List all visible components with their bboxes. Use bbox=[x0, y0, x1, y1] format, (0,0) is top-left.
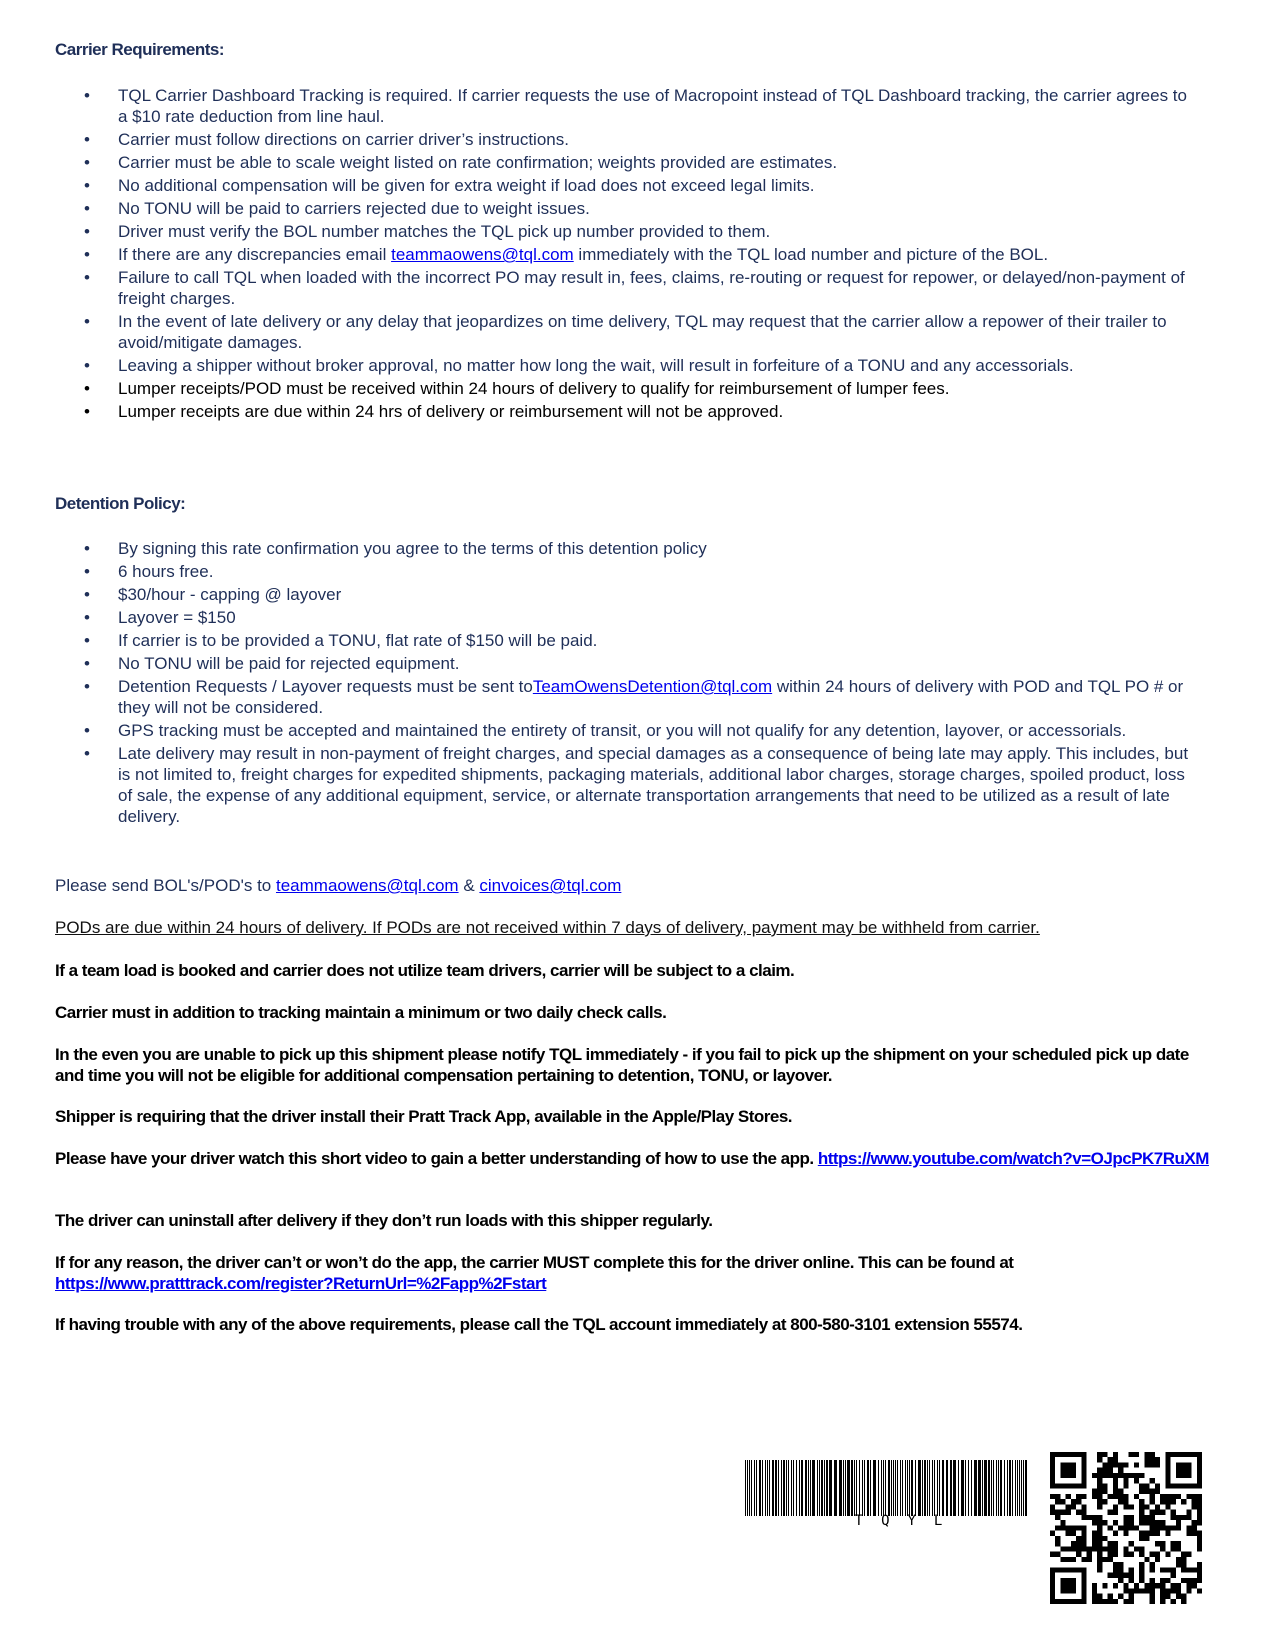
carrier-requirement-item: • No TONU will be paid to carriers rejected due to weight issues. bbox=[0, 198, 1190, 219]
uninstall-notice: The driver can uninstall after delivery if they don’t run loads with this shipper regularly. bbox=[55, 1211, 713, 1230]
detention-policy-item: • $30/hour - capping @ layover bbox=[0, 584, 1200, 605]
barcode-label: TQYL bbox=[854, 1513, 961, 1529]
online-registration-notice bbox=[55, 1252, 1215, 1294]
detention-policy-item bbox=[0, 676, 1200, 718]
detention-email-link[interactable]: TeamOwensDetention@tql.com bbox=[532, 677, 773, 696]
bol-pod-instructions bbox=[55, 876, 621, 896]
trouble-contact-notice: If having trouble with any of the above requirements, please call the TQL account immediately at 800-580-3101 extension 55574. bbox=[55, 1315, 1023, 1334]
pickup-notice: In the even you are unable to pick up this shipment please notify TQL immediately - if you fail to pick up the shipment on your scheduled pick up date and time you will not be eligible for additional compensation pertaining to detention, TONU, or layover. bbox=[55, 1045, 1189, 1085]
online-text: If for any reason, the driver can’t or won’t do the app, the carrier MUST complete this for the driver online. This can be found at bbox=[55, 1253, 1014, 1272]
carrier-requirement-item: • Carrier must be able to scale weight listed on rate confirmation; weights provided are estimates. bbox=[0, 152, 1190, 173]
detention-policy-item: • By signing this rate confirmation you agree to the terms of this detention policy bbox=[0, 538, 1200, 559]
item-text: immediately with the TQL load number and picture of the BOL. bbox=[573, 245, 1049, 264]
video-text: Please have your driver watch this short video to gain a better understanding of how to use the app. bbox=[55, 1149, 818, 1168]
detention-policy-heading: Detention Policy: bbox=[55, 494, 186, 513]
carrier-requirement-item: • Lumper receipts/POD must be received within 24 hours of delivery to qualify for reimbursement of lumper fees. bbox=[0, 378, 1190, 399]
carrier-requirement-item: • Lumper receipts are due within 24 hrs of delivery or reimbursement will not be approved. bbox=[0, 401, 1190, 422]
carrier-requirements-list bbox=[0, 85, 1190, 424]
carrier-requirement-item: • Leaving a shipper without broker approval, no matter how long the wait, will result in forfeiture of a TONU and any accessorials. bbox=[0, 355, 1190, 376]
teammaowens-email-link[interactable]: teammaowens@tql.com bbox=[275, 876, 459, 895]
item-text: within 24 hours of delivery with POD and TQL PO # or they will not be considered. bbox=[118, 677, 1184, 717]
carrier-requirement-item: • No additional compensation will be given for extra weight if load does not exceed legal limits. bbox=[0, 175, 1190, 196]
bol-text: Please send BOL's/POD's to bbox=[55, 876, 276, 895]
item-text: Detention Requests / Layover requests must be sent to bbox=[118, 677, 533, 696]
team-load-notice: If a team load is booked and carrier does not utilize team drivers, carrier will be subject to a claim. bbox=[55, 961, 795, 980]
detention-policy-list bbox=[0, 538, 1200, 829]
carrier-requirement-item: • Driver must verify the BOL number matches the TQL pick up number provided to them. bbox=[0, 221, 1190, 242]
detention-policy-item: • Layover = $150 bbox=[0, 607, 1200, 628]
carrier-requirement-item: • TQL Carrier Dashboard Tracking is required. If carrier requests the use of Macropoint instead of TQL Dashboard tracking, the carrier agrees to a $10 rate deduction from line haul. bbox=[0, 85, 1190, 127]
carrier-requirements-heading: Carrier Requirements: bbox=[55, 40, 225, 59]
detention-policy-item: • GPS tracking must be accepted and maintained the entirety of transit, or you will not qualify for any detention, layover, or accessorials. bbox=[0, 720, 1200, 741]
video-instructions bbox=[55, 1148, 1215, 1169]
carrier-requirement-item: • In the event of late delivery or any delay that jeopardizes on time delivery, TQL may request that the carrier allow a repower of their trailer to avoid/mitigate damages. bbox=[0, 311, 1190, 353]
detention-policy-item: • Late delivery may result in non-payment of freight charges, and special damages as a consequence of being late may apply. This includes, but is not limited to, freight charges for expedited shipments, packaging materials, additional labor charges, storage charges, spoiled product, loss of sale, the expense of any additional equipment, service, or alternate transportation arrangements that need to be utilized as a result of late delivery. bbox=[0, 743, 1200, 827]
carrier-requirement-item bbox=[0, 244, 1190, 265]
barcode bbox=[745, 1460, 1030, 1530]
detention-policy-item: • 6 hours free. bbox=[0, 561, 1200, 582]
pod-due-notice: PODs are due within 24 hours of delivery. If PODs are not received within 7 days of delivery, payment may be withheld from carrier. bbox=[55, 918, 1040, 937]
barcode-bars bbox=[745, 1460, 1030, 1516]
ampersand-text: & bbox=[458, 876, 480, 895]
qr-code-icon bbox=[1050, 1452, 1202, 1604]
item-text: If there are any discrepancies email bbox=[118, 245, 392, 264]
carrier-requirement-item: • Carrier must follow directions on carrier driver’s instructions. bbox=[0, 129, 1190, 150]
pratt-app-notice: Shipper is requiring that the driver install their Pratt Track App, available in the Apple/Play Stores. bbox=[55, 1107, 792, 1126]
detention-policy-item: • If carrier is to be provided a TONU, flat rate of $150 will be paid. bbox=[0, 630, 1200, 651]
check-calls-notice: Carrier must in addition to tracking maintain a minimum or two daily check calls. bbox=[55, 1003, 667, 1022]
discrepancy-email-link[interactable]: teammaowens@tql.com bbox=[391, 245, 574, 264]
detention-policy-item: • No TONU will be paid for rejected equipment. bbox=[0, 653, 1200, 674]
youtube-video-link[interactable]: https://www.youtube.com/watch?v=OJpcPK7RuXM bbox=[817, 1149, 1209, 1168]
carrier-requirement-item: • Failure to call TQL when loaded with the incorrect PO may result in, fees, claims, re-routing or request for repower, or delayed/non-payment of freight charges. bbox=[0, 267, 1190, 309]
cinvoices-email-link[interactable]: cinvoices@tql.com bbox=[479, 876, 622, 895]
pratttrack-register-link[interactable]: https://www.pratttrack.com/register?ReturnUrl=%2Fapp%2Fstart bbox=[55, 1274, 547, 1293]
